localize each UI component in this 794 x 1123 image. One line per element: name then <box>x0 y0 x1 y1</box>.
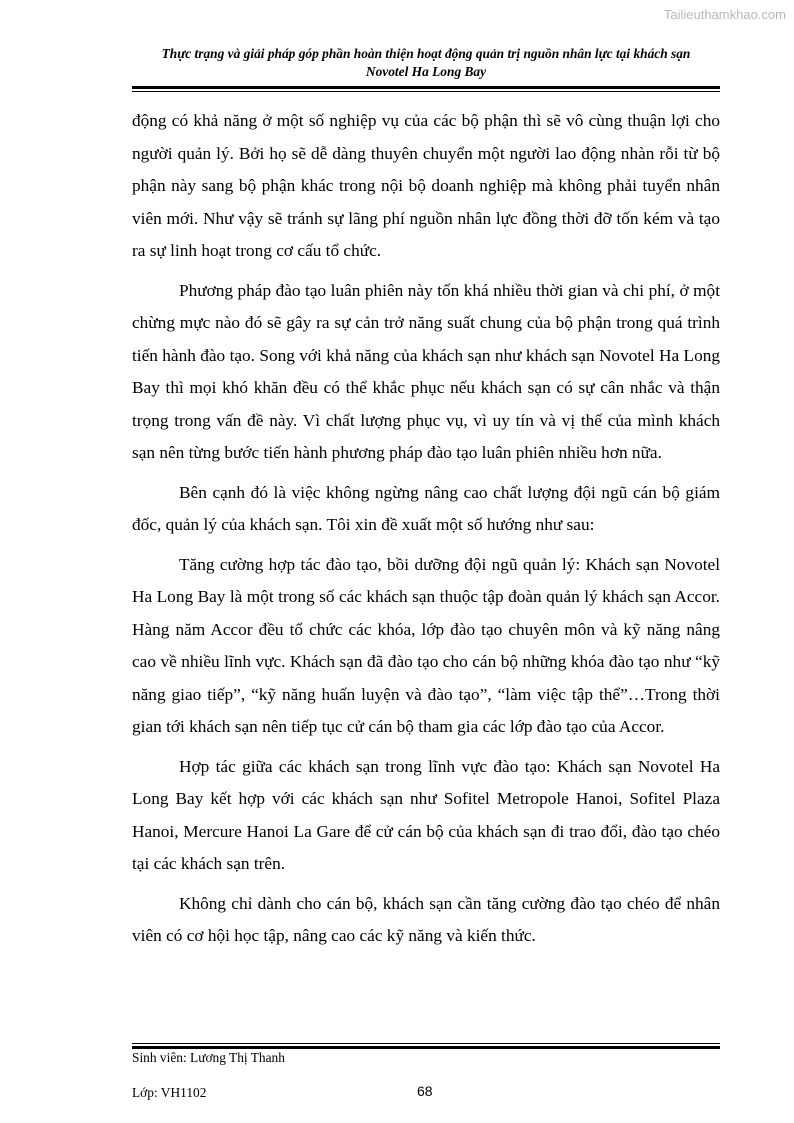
paragraph: Không chỉ dành cho cán bộ, khách sạn cần tăng cường đào tạo chéo để nhân viên có cơ hội học tập, nâng cao các kỹ năng và kiến thức. <box>132 893 720 945</box>
header-line-2: Novotel Ha Long Bay <box>365 64 487 79</box>
header-line-1: Thực trạng và giải pháp góp phần hoàn thiện hoạt động quản trị nguồn nhân lực tại khách sạn <box>161 46 691 61</box>
footer-rule-thin <box>132 1043 720 1044</box>
header-rule-thin <box>132 91 720 92</box>
footer-class: Lớp: VH1102 <box>132 1085 207 1100</box>
watermark: Tailieuthamkhao.com <box>663 7 786 22</box>
page-number: 68 <box>417 1083 433 1099</box>
paragraph: Phương pháp đào tạo luân phiên này tốn khá nhiều thời gian và chi phí, ở một chừng mực nào đó sẽ gây ra sự cản trở năng suất chung của bộ phận trong quá trình tiến hành đào tạo. Song với khả năng của khách sạn như khách sạn Novotel Ha Long Bay thì mọi khó khăn đều có thể khắc phục nếu khách sạn có sự cân nhắc và thận trọng trong vấn đề này. Vì chất lượng phục vụ, vì uy tín và vị thế của mình khách sạn nên từng bước tiến hành phương pháp đào tạo luân phiên nhiều hơn nữa. <box>132 280 720 462</box>
paragraph: động có khả năng ở một số nghiệp vụ của các bộ phận thì sẽ vô cùng thuận lợi cho người quản lý. Bởi họ sẽ dễ dàng thuyên chuyển một người lao động nhàn rỗi từ bộ phận này sang bộ phận khác trong nội bộ doanh nghiệp mà không phải tuyển nhân viên mới. Như vậy sẽ tránh sự lãng phí nguồn nhân lực đồng thời đỡ tốn kém và tạo ra sự linh hoạt trong cơ cấu tổ chức. <box>132 111 720 260</box>
footer-rule <box>132 1046 720 1049</box>
paragraph: Bên cạnh đó là việc không ngừng nâng cao chất lượng đội ngũ cán bộ giám đốc, quản lý của khách sạn. Tôi xin đề xuất một số hướng như sau: <box>132 482 720 534</box>
footer-student: Sinh viên: Lương Thị Thanh <box>132 1050 285 1065</box>
header-rule <box>132 86 720 89</box>
running-header <box>132 45 720 81</box>
paragraph: Tăng cường hợp tác đào tạo, bồi dưỡng đội ngũ quản lý: Khách sạn Novotel Ha Long Bay là một trong số các khách sạn thuộc tập đoàn quản lý khách sạn Accor. Hàng năm Accor đều tổ chức các khóa, lớp đào tạo chuyên môn và kỹ năng nâng cao về nhiều lĩnh vực. Khách sạn đã đào tạo cho cán bộ những khóa đào tạo như “kỹ năng giao tiếp”, “kỹ năng huấn luyện và đào tạo”, “làm việc tập thể”…Trong thời gian tới khách sạn nên tiếp tục cử cán bộ tham gia các lớp đào tạo của Accor. <box>132 554 720 736</box>
paragraph: Hợp tác giữa các khách sạn trong lĩnh vực đào tạo: Khách sạn Novotel Ha Long Bay kết hợp với các khách sạn như Sofitel Metropole Hanoi, Sofitel Plaza Hanoi, Mercure Hanoi La Gare để cử cán bộ của khách sạn đi trao đổi, đào tạo chéo tại các khách sạn trên. <box>132 756 720 873</box>
body-text <box>132 105 720 960</box>
